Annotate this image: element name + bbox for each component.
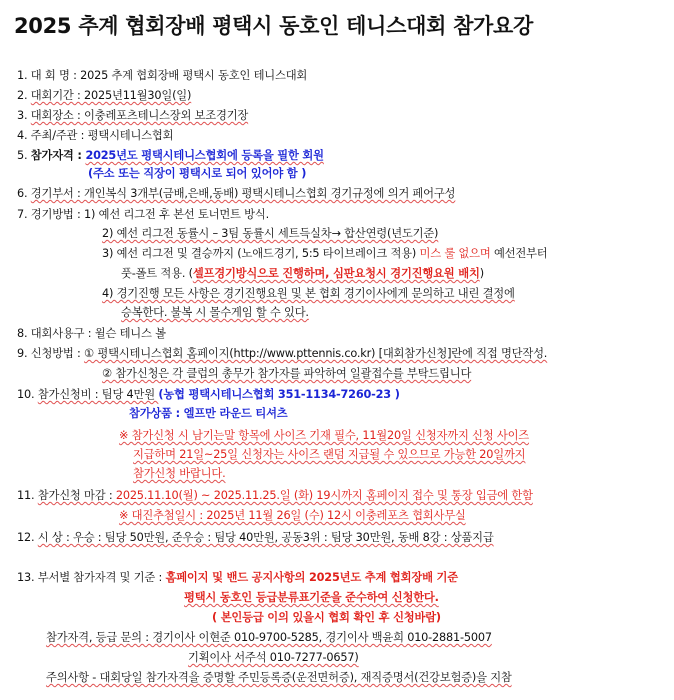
item-number: 13.: [17, 571, 35, 584]
item-number: 5.: [17, 149, 28, 162]
item-7-sub-4-text: 4) 경기진행 모든 사항은 경기진행요원 및 본 협회 경기이사에게 문의하고 내린 결정에: [102, 287, 515, 300]
item-13-red-3: ( 본인등급 이의 있을시 협회 확인 후 신청바람): [212, 611, 441, 624]
item-text: 주최/주관 : 평택시테니스협회: [30, 129, 174, 142]
item-7-sub-4b-text: 승복한다. 불복 시 몰수게임 할 수 있다.: [121, 306, 309, 319]
item-number: 1.: [17, 69, 28, 82]
item-10-note-3: [133, 466, 226, 481]
page-title: 2025 추계 협회장배 평택시 동호인 테니스대회 참가요강: [14, 14, 534, 38]
item-10-bank: (농협 평택시테니스협회 351-1134-7260-23 ): [158, 388, 400, 401]
item-7-sub-3-text: 3) 예선 리그전 및 결승까지 (노애드경기, 5:5 타이브레이크 적용): [102, 247, 420, 260]
item-9-sub-2: [102, 366, 471, 381]
item-7-sub-4: [102, 286, 515, 301]
item-7-sub-3-end: 예선전부터: [490, 247, 548, 260]
item-7-sub-3-cont: [121, 266, 484, 281]
item-7-sub-3b-red: 셀프경기방식으로 진행하며, 심판요청시 경기진행요원 배치: [192, 267, 480, 280]
item-3: [17, 108, 248, 123]
item-text: 대회사용구 : 윌슨 테니스 볼: [30, 327, 166, 340]
item-10-note-1: [119, 428, 529, 443]
item-13-red-2-text: 평택시 동호인 등급분류표기준을 준수하여 신청한다.: [184, 591, 439, 604]
item-7-sub-2-text: 2) 예선 리그전 동률시 – 3팀 동률시 세트득실차→ 합산연령(년도기준): [102, 227, 439, 240]
item-text: 시 상 : 우승 : 팀당 50만원, 준우승 : 팀당 40만원, 공동3위 : 팀당 30만원, 동배 8강 : 상품지급: [37, 531, 494, 544]
item-7-sub-3b-end: ): [479, 267, 484, 280]
item-10-note-3-text: 참가신청 바랍니다.: [133, 467, 226, 480]
item-number: 4.: [17, 129, 28, 142]
item-label: 참가신청 마감 :: [37, 489, 116, 502]
item-label: 신청방법 :: [30, 347, 85, 360]
item-1: [17, 68, 307, 83]
item-number: 11.: [17, 489, 35, 502]
item-9: [17, 346, 547, 361]
item-11-draw: [119, 508, 466, 523]
item-text: 경기부서 : 개인복식 3개부(금배,은배,동배) 평택시테니스협회 경기규정에 의거 페어구성: [30, 187, 456, 200]
item-11: [17, 488, 533, 503]
item-label: 경기방법 :: [30, 208, 85, 221]
item-7-sub-2: [102, 226, 438, 241]
item-number: 12.: [17, 531, 35, 544]
contact-line-2: [188, 650, 359, 665]
item-text: 대회장소 : 이충레포츠테니스장외 보조경기장: [30, 109, 249, 122]
item-7-sub-3: [102, 246, 548, 261]
item-number: 7.: [17, 208, 28, 221]
item-number: 10.: [17, 388, 35, 401]
item-text: 2025년도 평택시테니스협회에 등록을 필한 회원: [85, 149, 324, 162]
item-label: 부서별 참가자격 및 기준 :: [37, 571, 166, 584]
item-5: [17, 148, 324, 163]
item-7-sub-4-cont: [121, 305, 309, 320]
item-11-text: 2025.11.10(월) ~ 2025.11.25.일 (화) 19시까지 홈페이지 접수 및 통장 입금에 한함: [115, 489, 533, 502]
item-8: [17, 326, 166, 341]
item-number: 8.: [17, 327, 28, 340]
item-number: 3.: [17, 109, 28, 122]
contact-line-1: [46, 630, 492, 645]
item-11-draw-text: ※ 대진추첨일시 : 2025년 11월 26일 (수) 12시 이충레포츠 협회사무실: [119, 509, 466, 522]
contact-line-1-text: 참가자격, 등급 문의 : 경기이사 이현준 010-9700-5285, 경기이사 백윤희 010-2881-5007: [46, 631, 492, 644]
item-9-sub-2-text: ② 참가신청은 각 클럽의 총무가 참가자를 파악하여 일괄접수를 부탁드립니다: [102, 367, 472, 380]
item-9-sub-1: ① 평택시테니스협회 홈페이지(http://www.pttennis.co.kr) [대회참가신청]란에 직접 명단작성.: [84, 347, 548, 360]
item-number: 6.: [17, 187, 28, 200]
contact-line-2-text: 기획이사 서주석 010-7277-0657): [188, 651, 359, 664]
caution-line: [46, 670, 512, 685]
item-13-red-1: 홈페이지 및 밴드 공지사항의 2025년도 추계 협회장배 기준: [165, 571, 458, 584]
item-5-note: (주소 또는 직장이 평택시로 되어 있어야 함 ): [88, 167, 307, 180]
item-10-note-2: [133, 447, 525, 462]
item-text: 대회기간 : 2025년11월30일(일): [30, 89, 192, 102]
item-6: [17, 186, 455, 201]
item-10-note-2-text: 지급하며 21일~25일 신청자는 사이즈 랜덤 지급될 수 있으므로 가능한 20일까지: [133, 448, 526, 461]
item-10: [17, 387, 400, 402]
item-4: [17, 128, 173, 143]
item-label: 참가신청비 : 팀당 4만원: [37, 388, 159, 401]
item-label: 참가자격 :: [30, 149, 86, 162]
item-text: 대 회 명 : 2025 추계 협회장배 평택시 동호인 테니스대회: [30, 69, 308, 82]
item-7-sub-1: 1) 예선 리그전 후 본선 토너먼트 방식.: [84, 208, 269, 221]
item-2: [17, 88, 191, 103]
item-13-red-2: [184, 590, 439, 605]
item-10-note-1-text: ※ 참가신청 시 남기는말 항목에 사이즈 기재 필수, 11월20일 신청자까지 신청 사이즈: [119, 429, 530, 442]
item-10-prize: 참가상품 : 엘프만 라운드 티셔츠: [129, 407, 288, 420]
caution-text: 주의사항 - 대회당일 참가자격을 증명할 주민등록증(운전면허증), 재직증명서(건강보험증)을 지참: [46, 671, 512, 684]
item-number: 2.: [17, 89, 28, 102]
item-13: [17, 570, 458, 585]
item-7: [17, 207, 269, 222]
item-7-sub-3-red: 미스 룰 없으며: [419, 247, 491, 260]
item-7-sub-3b-text: 풋-폴트 적용. (: [121, 267, 193, 280]
item-number: 9.: [17, 347, 28, 360]
item-12: [17, 530, 494, 545]
